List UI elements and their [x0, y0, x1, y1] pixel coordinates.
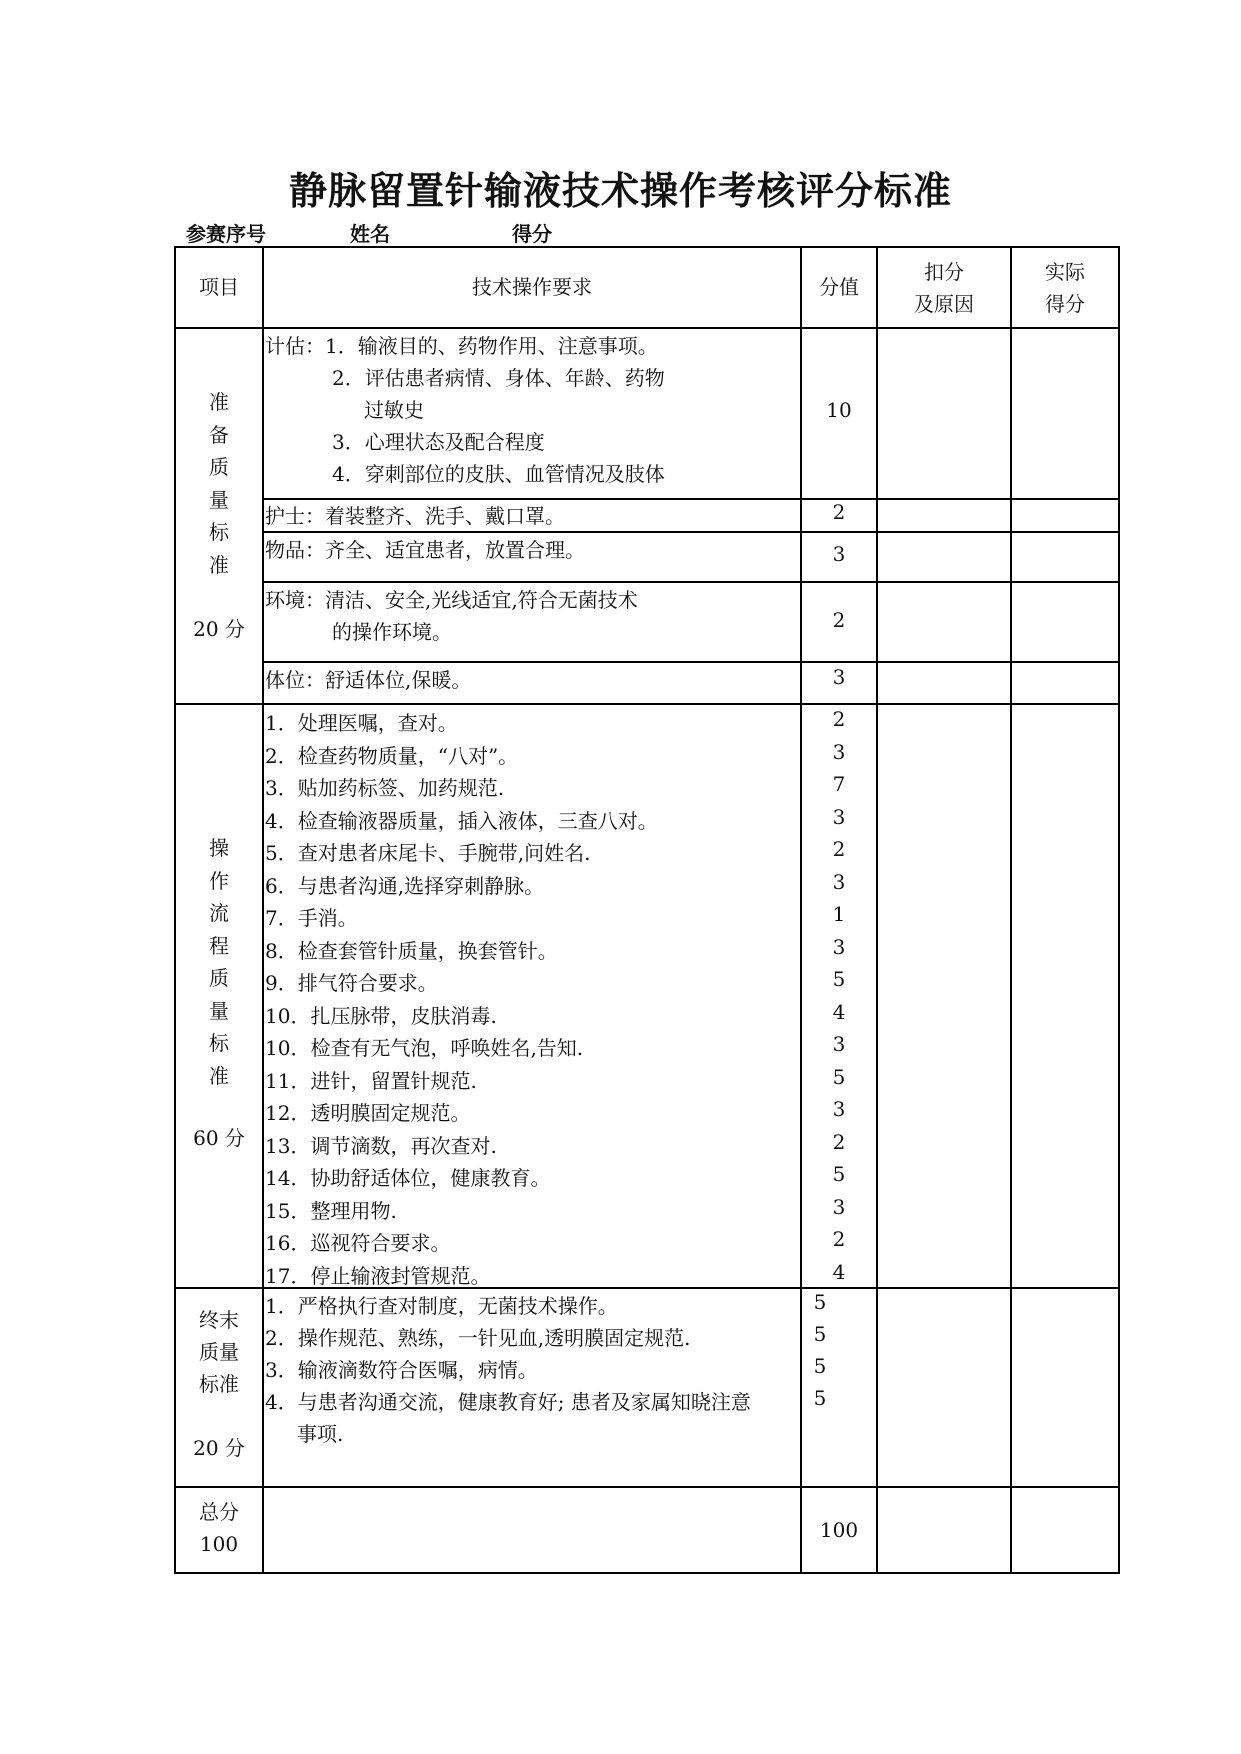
process-step-points: 3 — [832, 1194, 846, 1219]
header-deduction-1: 扣分 — [924, 260, 964, 284]
prep-assess-line: 4．穿刺部位的皮肤、血管情况及肢体 — [332, 462, 665, 486]
process-step-text: 16．巡视符合要求。 — [265, 1231, 451, 1255]
process-step-text: 2．检查药物质量，“八对”。 — [265, 743, 519, 768]
total-label-value: 100 — [199, 1532, 239, 1556]
process-step-points: 1 — [832, 902, 846, 926]
process-step-text: 7．手消。 — [265, 906, 358, 930]
final-label-1: 终末 — [199, 1308, 239, 1332]
page-title: 静脉留置针输液技术操作考核评分标准 — [288, 169, 952, 213]
final-line: 3．输液滴数符合医嘱，病情。 — [265, 1358, 538, 1382]
total-points: 100 — [819, 1518, 859, 1542]
final-line: 2．操作规范、熟练，一针见血,透明膜固定规范. — [265, 1326, 691, 1350]
prep-total: 20 分 — [193, 617, 245, 641]
process-step-text: 17．停止输液封管规范。 — [265, 1263, 491, 1288]
prep-position-points: 3 — [832, 665, 846, 689]
prep-assess-line: 2．评估患者病情、身体、年龄、药物 — [332, 366, 665, 390]
prep-env-points: 2 — [832, 608, 846, 632]
process-step-points: 3 — [832, 869, 846, 894]
prep-env-1: 环境：清洁、安全,光线适宜,符合无菌技术 — [265, 588, 638, 612]
process-step-points: 3 — [832, 804, 846, 829]
final-label-3: 标准 — [199, 1372, 239, 1396]
prep-position: 体位：舒适体位,保暖。 — [265, 668, 472, 692]
process-step-text: 10．检查有无气泡，呼唤姓名,告知. — [265, 1036, 584, 1060]
final-points: 5 — [813, 1354, 827, 1378]
process-step-text: 15．整理用物. — [265, 1198, 397, 1223]
process-step-text: 6．与患者沟通,选择穿刺静脉。 — [265, 873, 545, 898]
header-requirement: 技术操作要求 — [472, 275, 592, 299]
prep-assess-line: 3．心理状态及配合程度 — [332, 430, 545, 454]
header-actual-1: 实际 — [1045, 260, 1085, 284]
contestant-no-label: 参赛序号 — [186, 222, 266, 246]
process-step-text: 5．查对患者床尾卡、手腕带,问姓名. — [265, 841, 591, 865]
process-step-text: 12．透明膜固定规范。 — [265, 1101, 471, 1125]
prep-assess-line: 计估：1．输液目的、药物作用、注意事项。 — [265, 334, 658, 358]
header-deduction-2: 及原因 — [914, 292, 974, 316]
final-label-2: 质量 — [199, 1340, 239, 1364]
process-step-text: 3．贴加药标签、加药规范. — [265, 776, 505, 800]
process-step-points: 2 — [832, 1227, 846, 1251]
process-label: 操 作 流 程 质 量 标 准 — [209, 836, 229, 1088]
final-line: 4．与患者沟通交流，健康教育好; 患者及家属知晓注意 — [265, 1390, 751, 1414]
process-step-points: 5 — [832, 967, 846, 991]
process-step-points: 7 — [832, 772, 846, 796]
header-points: 分值 — [819, 275, 859, 299]
prep-items-points: 3 — [832, 542, 846, 566]
final-points: 5 — [813, 1322, 827, 1346]
prep-env-2: 的操作环境。 — [332, 620, 452, 644]
process-step-text: 1．处理医嘱，查对。 — [265, 711, 458, 735]
final-line: 事项. — [297, 1422, 344, 1446]
process-step-points: 4 — [832, 999, 846, 1024]
total-label: 总分 — [199, 1500, 239, 1524]
header-item: 项目 — [199, 275, 239, 299]
process-step-points: 2 — [832, 1129, 846, 1154]
process-step-text: 13．调节滴数，再次查对. — [265, 1133, 497, 1158]
process-step-text: 10．扎压脉带，皮肤消毒. — [265, 1003, 497, 1028]
final-points: 5 — [813, 1386, 827, 1410]
score-label: 得分 — [512, 222, 552, 246]
process-step-text: 14．协助舒适体位，健康教育。 — [265, 1166, 551, 1190]
header-actual-2: 得分 — [1045, 292, 1085, 316]
process-step-points: 4 — [832, 1259, 846, 1284]
process-step-points: 5 — [832, 1162, 846, 1186]
prep-nurse: 护士：着装整齐、洗手、戴口罩。 — [265, 504, 565, 528]
process-total: 60 分 — [193, 1126, 245, 1150]
prep-assess-points: 10 — [826, 398, 852, 422]
process-step-text: 8．检查套管针质量，换套管针。 — [265, 938, 558, 963]
name-label: 姓名 — [350, 222, 390, 246]
prep-assess-line: 过敏史 — [364, 398, 424, 422]
prep-nurse-points: 2 — [832, 500, 846, 524]
process-step-points: 3 — [832, 1032, 846, 1056]
process-step-points: 2 — [832, 837, 846, 861]
final-total: 20 分 — [193, 1436, 245, 1460]
process-step-points: 3 — [832, 739, 846, 764]
process-step-text: 11．进针，留置针规范. — [265, 1068, 477, 1093]
prep-label: 准 备 质 量 标 准 — [209, 390, 229, 577]
process-step-text: 9．排气符合要求。 — [265, 971, 438, 995]
process-step-points: 3 — [832, 934, 846, 959]
process-step-points: 3 — [832, 1097, 846, 1121]
process-step-points: 5 — [832, 1064, 846, 1089]
process-step-text: 4．检查输液器质量，插入液体，三查八对。 — [265, 808, 658, 833]
final-line: 1．严格执行查对制度，无菌技术操作。 — [265, 1294, 618, 1318]
prep-items: 物品：齐全、适宜患者，放置合理。 — [265, 538, 585, 562]
final-points: 5 — [813, 1290, 827, 1314]
process-step-points: 2 — [832, 707, 846, 731]
